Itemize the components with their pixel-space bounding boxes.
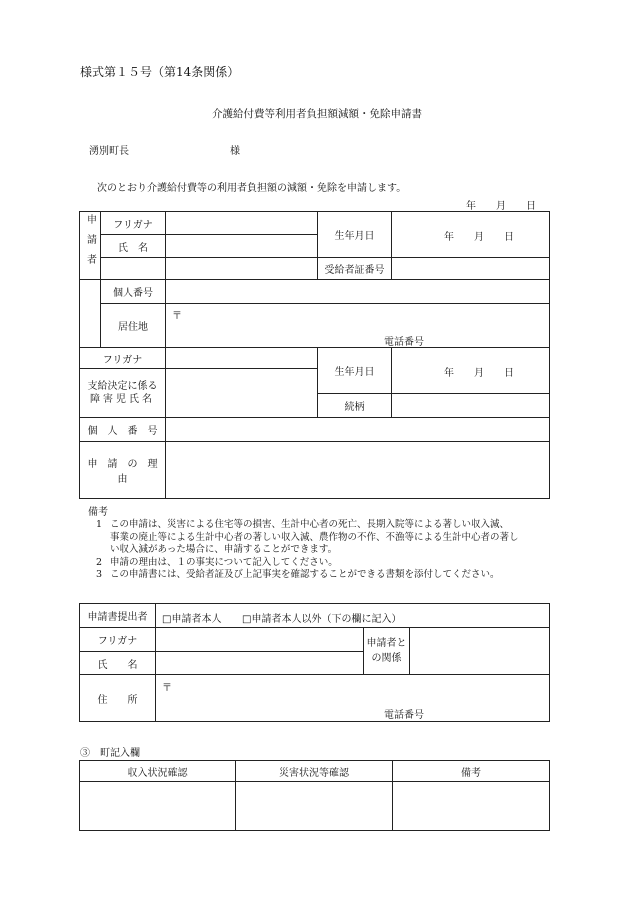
note-text: い収入減があった場合に、申請することができます。 bbox=[110, 544, 338, 555]
document-title: 介護給付費等利用者負担額減額・免除申請書 bbox=[212, 108, 422, 120]
applicant-cert-field[interactable] bbox=[392, 258, 550, 280]
submitter-address-field[interactable] bbox=[156, 675, 550, 722]
submitter-relation-label bbox=[364, 628, 410, 675]
note-item bbox=[96, 569, 556, 582]
applicant-address-field[interactable] bbox=[166, 304, 550, 348]
note-text: この申請書には、受給者証及び上記事実を確認することができる書類を添付してください。 bbox=[110, 569, 500, 580]
town-heading: ③ 町記入欄 bbox=[80, 748, 140, 759]
submitter-relation-line2: の関係 bbox=[371, 653, 402, 664]
child-furigana-field[interactable] bbox=[166, 348, 318, 369]
date-month: 月 bbox=[496, 201, 506, 212]
reason-field[interactable] bbox=[166, 442, 550, 499]
applicant-kojin-label: 個人番号 bbox=[101, 280, 166, 304]
submitter-label: 申請書提出者 bbox=[80, 604, 156, 628]
child-name-label-line2: 障害児氏名 bbox=[90, 394, 155, 405]
applicant-birth-year: 年 bbox=[444, 232, 454, 243]
child-kojin-field[interactable] bbox=[166, 418, 550, 442]
submitter-table bbox=[79, 603, 550, 722]
applicant-name-field-cont[interactable] bbox=[101, 258, 166, 280]
applicant-furigana-field[interactable] bbox=[166, 212, 318, 235]
applicant-postal-mark: 〒 bbox=[172, 311, 182, 322]
child-birth-day: 日 bbox=[504, 368, 514, 379]
applicant-phone-label: 電話番号 bbox=[384, 337, 424, 348]
town-col-disaster: 災害状況等確認 bbox=[236, 761, 393, 782]
note-number bbox=[96, 532, 110, 545]
submitter-postal-mark: 〒 bbox=[162, 683, 172, 694]
applicant-lower-table bbox=[79, 279, 550, 348]
applicant-address-label: 居住地 bbox=[101, 304, 166, 348]
child-kojin-label: 個 人 番 号 bbox=[80, 418, 166, 442]
submitter-address-label: 住 所 bbox=[80, 675, 156, 722]
reason-label: 申 請 の 理 由 bbox=[80, 442, 166, 499]
submitter-option-self[interactable]: □申請者本人 bbox=[162, 614, 222, 625]
submitter-furigana-label: フリガナ bbox=[80, 628, 156, 652]
intro-text: 次のとおり介護給付費等の利用者負担額の減額・免除を申請します。 bbox=[97, 183, 407, 194]
addressee-name: 湧別町長 bbox=[89, 146, 129, 157]
child-birth-label: 生年月日 bbox=[318, 348, 392, 394]
applicant-name-field[interactable] bbox=[166, 235, 318, 258]
town-remarks-field[interactable] bbox=[393, 782, 550, 831]
child-relation-field[interactable] bbox=[392, 394, 550, 418]
applicant-name-field-cont2[interactable] bbox=[166, 258, 318, 280]
note-number: 2 bbox=[96, 556, 103, 568]
child-table bbox=[79, 347, 550, 418]
applicant-cert-label: 受給者証番号 bbox=[318, 258, 392, 280]
town-col-remarks: 備考 bbox=[393, 761, 550, 782]
submitter-relation-field[interactable] bbox=[410, 628, 550, 675]
note-text: この申請は、災害による住宅等の損害、生計中心者の死亡、長期入院等による著しい収入減、 bbox=[110, 519, 510, 530]
applicant-table bbox=[79, 211, 550, 280]
submitter-name-field[interactable] bbox=[156, 652, 364, 675]
submitter-name-label: 氏 名 bbox=[80, 652, 156, 675]
applicant-name-label: 氏 名 bbox=[101, 235, 166, 258]
submitter-relation-line1: 申請者と bbox=[366, 638, 407, 649]
applicant-kojin-field[interactable] bbox=[166, 280, 550, 304]
note-text: 申請の理由は、１の事実について記入してください。 bbox=[110, 556, 338, 568]
child-lower-table bbox=[79, 417, 550, 499]
child-name-field[interactable] bbox=[166, 369, 318, 418]
town-income-field[interactable] bbox=[80, 782, 236, 831]
note-item bbox=[96, 519, 556, 532]
child-birth-field[interactable] bbox=[392, 348, 550, 394]
note-number bbox=[96, 544, 110, 557]
notes-heading: 備考 bbox=[88, 507, 108, 518]
note-item bbox=[96, 544, 556, 557]
form-number: 様式第１５号（第14条関係） bbox=[80, 65, 240, 79]
note-text: 事業の廃止等による生計中心者の著しい収入減、農作物の不作、不漁等による生計中心者の著し bbox=[110, 531, 519, 543]
applicant-birth-label: 生年月日 bbox=[318, 212, 392, 258]
addressee-honorific: 様 bbox=[230, 146, 240, 157]
child-birth-year: 年 bbox=[444, 368, 454, 379]
date-day: 日 bbox=[526, 201, 536, 212]
child-name-label-line1: 支給決定に係る bbox=[87, 381, 158, 392]
submitter-options bbox=[156, 604, 550, 628]
applicant-group-spacer bbox=[80, 280, 101, 348]
note-number: 1 bbox=[96, 519, 103, 530]
child-relation-label: 続柄 bbox=[318, 394, 392, 418]
submitter-option-other[interactable]: □申請者本人以外（下の欄に記入） bbox=[242, 614, 402, 625]
note-number: 3 bbox=[96, 569, 103, 580]
applicant-birth-day: 日 bbox=[504, 232, 514, 243]
applicant-furigana-label: フリガナ bbox=[101, 212, 166, 235]
note-item bbox=[96, 532, 556, 545]
applicant-group-label: 申請者 bbox=[80, 212, 101, 280]
town-table bbox=[79, 760, 550, 831]
note-item bbox=[96, 557, 556, 570]
child-name-label bbox=[80, 369, 166, 418]
date-year: 年 bbox=[466, 201, 476, 212]
submitter-furigana-field[interactable] bbox=[156, 628, 364, 652]
applicant-birth-field[interactable] bbox=[392, 212, 550, 258]
town-col-income: 収入状況確認 bbox=[80, 761, 236, 782]
applicant-birth-month: 月 bbox=[474, 232, 484, 243]
town-disaster-field[interactable] bbox=[236, 782, 393, 831]
child-furigana-label: フリガナ bbox=[80, 348, 166, 369]
notes-list bbox=[96, 519, 556, 582]
child-birth-month: 月 bbox=[474, 368, 484, 379]
submitter-phone-label: 電話番号 bbox=[384, 710, 424, 721]
